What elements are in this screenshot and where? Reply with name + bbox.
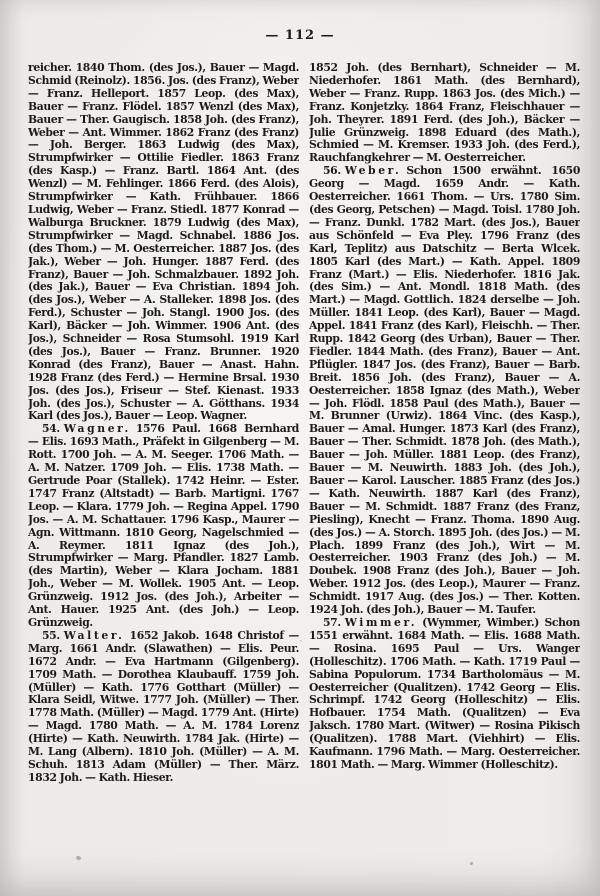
entry-text: reicher. 1840 Thom. (des Jos.), Bauer — Magd. Schmid (Reinolz). 1856. Jos. (des Franz), Weber — Franz. Helleport. 1857 Leop. (des Max), Bauer — Franz. Flödel. 1857 Wenzl (des Max), Bauer — Ther. Gaugisch. 1858 Joh. (des Franz), Weber — Ant. Wimmer. 1862 Franz (des Franz) — Joh. Berger. 1863 Ludwig (des Max), Strumpfwirker — Ottilie Fiedler. 1863 Franz (des Kasp.) — Franz. Bartl. 1864 Ant. (des Wenzl) — M. Fehlinger. 1866 Ferd. (des Alois), Strumpfwirker — Kath. Frühbauer. 1866 Ludwig, Weber — Franz. Stiedl. 1877 Konrad — Walburga Bruckner. 1879 Ludwig (des Max), Strumpfwirker — Magd. Schnabel. 1886 Jos. (des Thom.) — M. Oesterreicher. 1887 Jos. (des Jak.), Weber — Joh. Hunger. 1887 Ferd. (des Franz), Bauer — Joh. Schmalzbauer. 1892 Joh. (des Jak.), Bauer — Eva Christian. 1894 Joh. (des Jos.), Weber — A. Stalleker. 1898 Jos. (des Ferd.), Schuster — Joh. Stangl. 1900 Jos. (des Karl), Bäcker — Joh. Wimmer. 1906 Ant. (des Jos.), Schneider — Rosa Stumsohl. 1919 Karl (des Jos.), Bauer — Franz. Brunner. 1920 Konrad (des Franz), Bauer — Anast. Hahn. 1928 Franz (des Ferd.) — Hermine Brsal. 1930 Jos. (des Jos.), Friseur — Stef. Kienast. 1933 Joh. (des Jos.), Schuster — A. Götthans. 1934 Karl (des Jos.), Bauer — Leop. Wagner. bbox=[28, 62, 299, 423]
entry-text: (Wymmer, Wimber.) Schon 1551 erwähnt. 1684 Math. — Elis. 1688 Math. — Rosina. 1695 Paul — Urs. Wanger (Holleschitz). 1706 Math. — Kath. 1719 Paul — Sabina Populorum. 1734 Bartholomäus — M. Oesterreicher (Qualitzen). 1742 Georg — Elis. Schrimpf. 1742 Georg (Holleschitz) — Elis. Hofbauer. 1754 Math. (Qualitzen) — Eva Jaksch. 1780 Mart. (Witwer) — Rosina Pikisch (Qualitzen). 1788 Mart. (Viehhirt) — Elis. Kaufmann. 1796 Math. — Marg. Oesterreicher. 1801 Math. — Marg. Wimmer (Holleschitz). bbox=[309, 615, 580, 771]
section-number: 56. bbox=[323, 164, 341, 178]
text-columns bbox=[28, 62, 580, 890]
family-entry bbox=[28, 630, 299, 785]
family-entry bbox=[309, 165, 580, 617]
entry-text: Schon 1500 erwähnt. 1650 Georg — Magd. 1659 Andr. — Kath. Oesterreicher. 1661 Thom. — Urs. 1780 Sim. (des Georg, Petschen) — Magd. Toisl. 1780 Joh. — Franz. Dunkl. 1782 Mart. (des Jos.), Bauer aus Schönfeld — Eva Pley. 1796 Franz (des Karl, Teplitz) aus Datschitz — Berta Wlcek. 1805 Karl (des Mart.) — Kath. Appel. 1809 Franz (Mart.) — Elis. Niederhofer. 1816 Jak. (des Sim.) — Ant. Mondl. 1818 Math. (des Mart.) — Magd. Gottlich. 1824 derselbe — Joh. Müller. 1841 Leop. (des Karl), Bauer — Magd. Appel. 1841 Franz (des Karl), Fleischh. — Ther. Rupp. 1842 Georg (des Urban), Bauer — Ther. Fiedler. 1844 Math. (des Franz), Bauer — Ant. Pflügler. 1847 Jos. (des Franz), Bauer — Barb. Breit. 1856 Joh. (des Franz), Bauer — A. Oesterreicher. 1858 Ignaz (des Math.), Weber — Joh. Flödl. 1858 Paul (des Math.), Bauer — M. Brunner (Urwiz). 1864 Vinc. (des Kasp.), Bauer — Amal. Hunger. 1873 Karl (des Franz), Bauer — Ther. Schmidt. 1878 Joh. (des Math.), Bauer — Joh. Müller. 1881 Leop. (des Franz), Bauer — M. Neuwirth. 1883 Joh. (des Joh.), Bauer — Karol. Lauscher. 1885 Franz (des Jos.) — Kath. Neuwirth. 1887 Karl (des Franz), Bauer — M. Schmidt. 1887 Franz (des Franz, Piesling), Knecht — Franz. Thoma. 1890 Aug. (des Jos.) — A. Storch. 1895 Joh. (des Jos.) — M. Plach. 1899 Franz (des Joh.), Wirt — M. Oesterreicher. 1903 Franz (des Joh.) — M. Doubek. 1908 Franz (des Joh.), Bauer — Joh. Weber. 1912 Jos. (des Leop.), Maurer — Franz. Schmidt. 1917 Aug. (des Jos.) — Ther. Kotten. 1924 Joh. (des Joh.), Bauer — M. Taufer. bbox=[309, 164, 580, 617]
page-header bbox=[0, 28, 600, 43]
continuation-paragraph bbox=[309, 62, 580, 165]
entry-text: 1852 Joh. (des Bernhart), Schneider — M. Niederhofer. 1861 Math. (des Bernhard), Weber — Franz. Rupp. 1863 Jos. (des Mich.) — Franz. Konjetzky. 1864 Franz, Fleischhauer — Joh. Theyrer. 1891 Ferd. (des Joh.), Bäcker — Julie Grünzweig. 1898 Eduard (des Math.), Schmied — M. Kremser. 1933 Joh. (des Ferd.), Rauchfangkehrer — M. Oesterreicher. bbox=[309, 62, 580, 165]
family-name: Wagner. bbox=[63, 422, 131, 436]
family-name: Weber. bbox=[344, 164, 402, 178]
section-number: 55. bbox=[42, 628, 60, 642]
page-number: — 112 — bbox=[265, 28, 335, 43]
column-left bbox=[28, 62, 299, 890]
family-entry bbox=[309, 617, 580, 772]
section-number: 54. bbox=[42, 422, 60, 436]
entry-text: 1576 Paul. 1668 Bernhard — Elis. 1693 Math., Präfekt in Gilgenberg — M. Rott. 1700 Joh. — A. M. Seeger. 1706 Math. — A. M. Natzer. 1709 Joh. — Elis. 1738 Math. — Gertrude Poar (Stallek). 1742 Heinr. — Ester. 1747 Franz (Altstadt) — Barb. Martigni. 1767 Leop. — Klara. 1779 Joh. — Regina Appel. 1790 Jos. — A. M. Schattauer. 1796 Kasp., Maurer — Agn. Wittmann. 1810 Georg, Nagelschmied — A. Reymer. 1811 Ignaz (des Joh.), Strumpfwirker — Marg. Pfandler. 1827 Lamb. (des Martin), Weber — Klara Jocham. 1881 Joh., Weber — M. Wollek. 1905 Ant. — Leop. Grünzweig. 1912 Jos. (des Joh.), Arbeiter — Ant. Hauer. 1925 Ant. (des Joh.) — Leop. Grünzweig. bbox=[28, 422, 299, 629]
continuation-paragraph bbox=[28, 62, 299, 423]
column-right bbox=[309, 62, 580, 890]
family-entry bbox=[28, 423, 299, 630]
family-name: Wimmer. bbox=[344, 615, 418, 629]
entry-text: 1652 Jakob. 1648 Christof — Marg. 1661 Andr. (Slawathen) — Elis. Peur. 1672 Andr. — Eva Hartmann (Gilgenberg). 1709 Math. — Dorothea Klaubauff. 1759 Joh. (Müller) — Kath. 1776 Gotthart (Müller) — Klara Seidl, Witwe. 1777 Joh. (Müller) — Ther. 1778 Math. (Müller) — Magd. 1779 Ant. (Hirte) — Magd. 1780 Math. — A. M. 1784 Lorenz (Hirte) — Kath. Neuwirth. 1784 Jak. (Hirte) — M. Lang (Albern). 1810 Joh. (Müller) — A. M. Schuh. 1813 Adam (Müller) — Ther. März. 1832 Joh. — Kath. Hieser. bbox=[28, 628, 299, 784]
family-name: Walter. bbox=[63, 628, 125, 642]
section-number: 57. bbox=[323, 615, 341, 629]
